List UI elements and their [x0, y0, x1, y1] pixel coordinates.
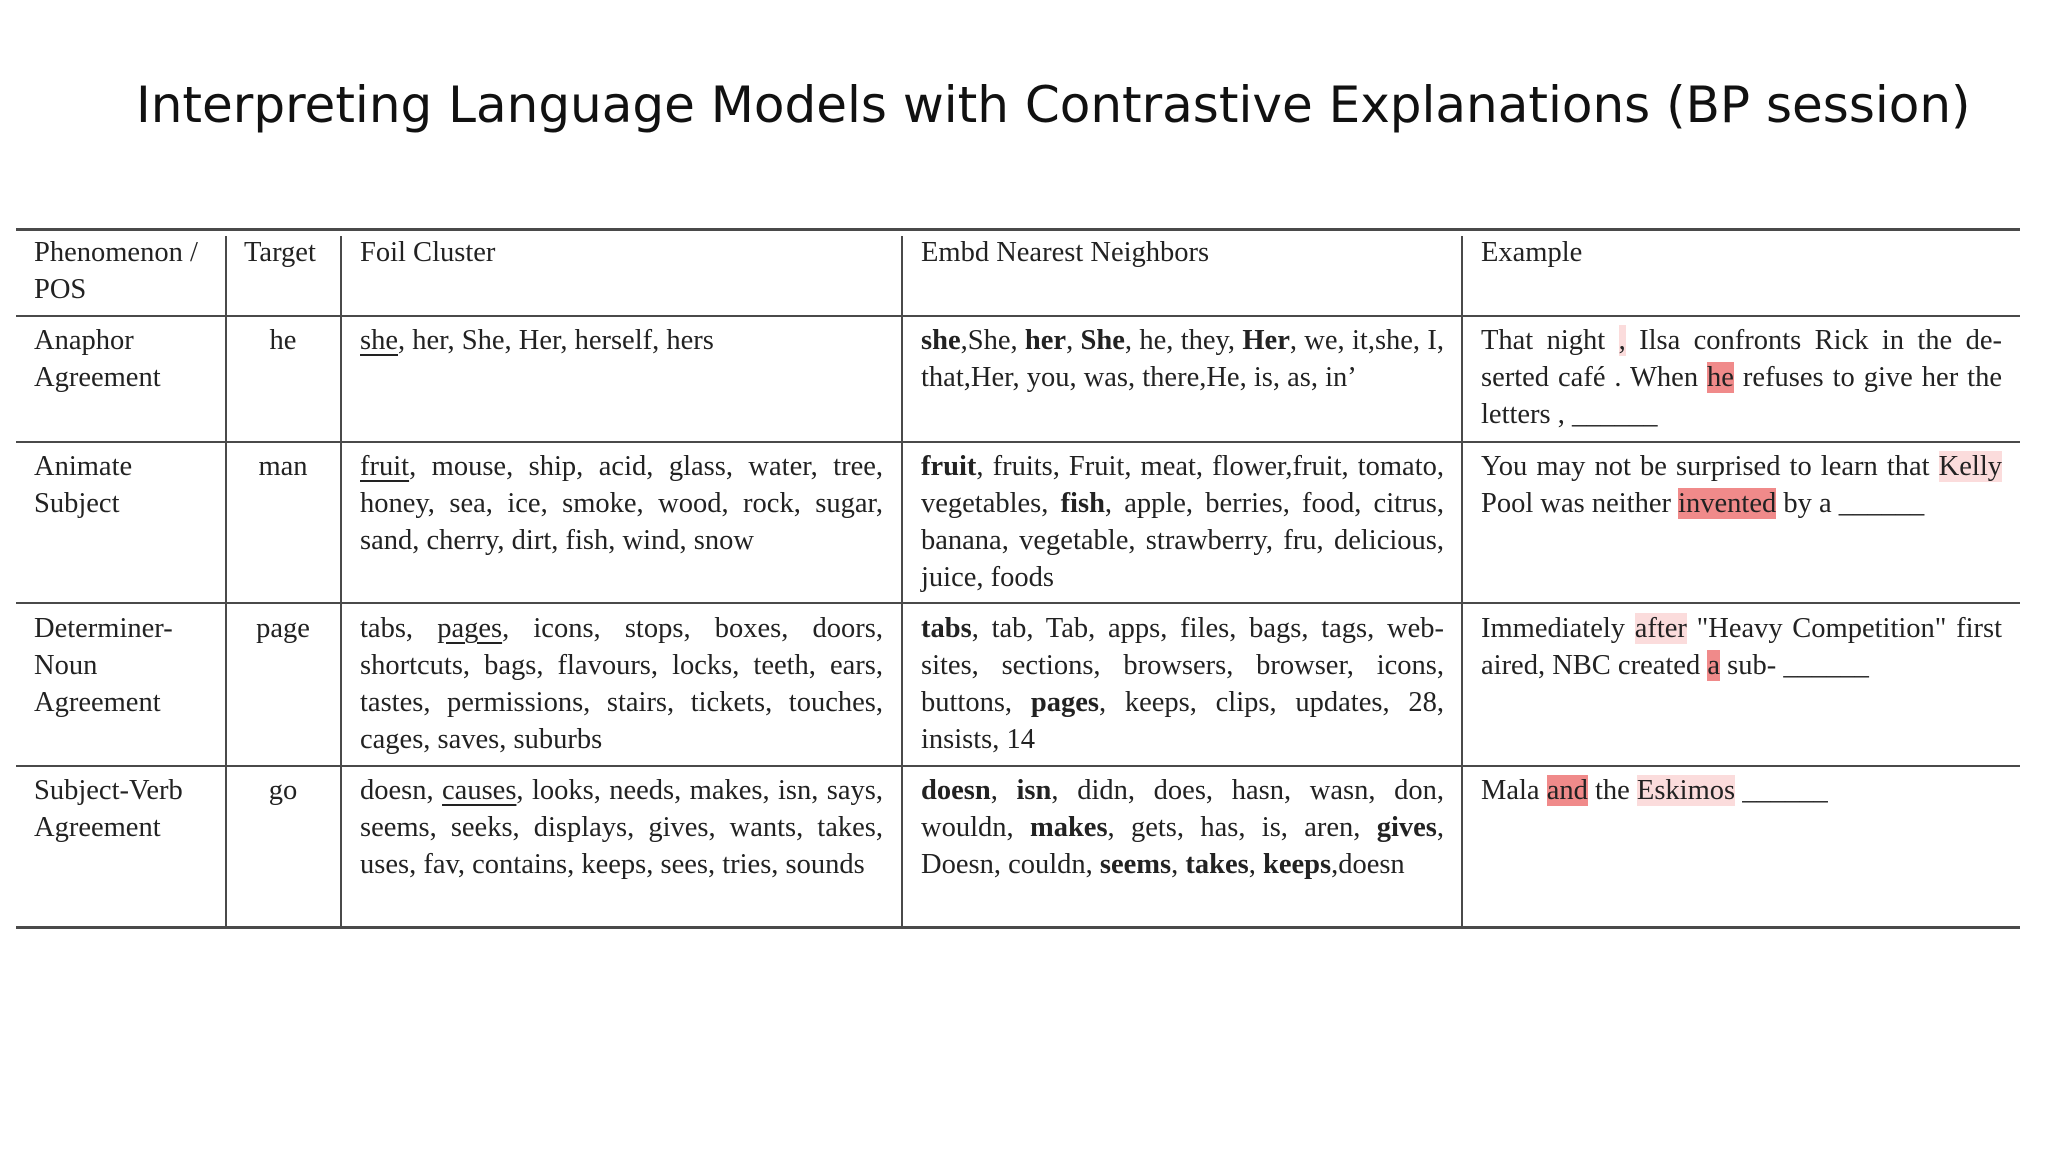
header-example: Example	[1481, 237, 1583, 268]
foil-rest: , icons, stops, boxes, doors, shortcuts, bags, flavours, locks, teeth, ears, tastes, permissions, stairs, tickets, touches, cages, saves, suburbs	[360, 613, 883, 755]
neighbors-cell	[921, 610, 1444, 758]
foil-cell	[360, 322, 883, 359]
bold-token: she	[921, 325, 961, 356]
row-rule	[16, 441, 2020, 443]
foil-underlined: pages	[437, 613, 503, 644]
foil-cell	[360, 772, 883, 883]
header-phenomenon: Phenomenon / POS	[34, 237, 198, 305]
foil-cell	[360, 610, 883, 758]
text-segment: , he, they,	[1124, 325, 1243, 356]
bold-token: isn	[1016, 775, 1052, 806]
results-table	[16, 228, 2020, 930]
foil-rest: , mouse, ship, acid, glass, water, tree, honey, sea, ice, smoke, wood, rock, sugar, sand, cherry, dirt, fish, wind, snow	[360, 451, 883, 556]
row-rule	[16, 602, 2020, 604]
bold-token: Her	[1242, 325, 1290, 356]
table-top-rule	[16, 228, 2020, 231]
column-rule	[1461, 236, 1463, 926]
text-segment: sub- ______	[1719, 650, 1869, 681]
text-segment: by a ______	[1776, 488, 1925, 519]
example-cell	[1481, 610, 2002, 684]
foil-before: tabs,	[360, 613, 438, 644]
text-segment: , keeps, clips, updates, 28, insists, 14	[921, 687, 1444, 755]
bold-token: keeps	[1262, 849, 1332, 880]
example-cell	[1481, 772, 2002, 809]
text-segment: ,	[990, 775, 1017, 806]
bold-token: She	[1080, 325, 1125, 356]
phenomenon-cell: Animate Subject	[34, 451, 133, 519]
text-segment: ,She,	[960, 325, 1025, 356]
text-segment: , fruits, Fruit, meat, flower,fruit, tomato, vegetables,	[921, 451, 1444, 519]
bold-token: doesn	[921, 775, 991, 806]
text-segment: refuses to give her the letters , ______	[1481, 362, 2002, 430]
header-embd-nearest-neighbors: Embd Nearest Neighbors	[921, 237, 1210, 268]
target-cell: he	[269, 325, 297, 356]
bold-token: gives	[1376, 812, 1437, 843]
target-cell: go	[268, 775, 298, 806]
text-segment: "Heavy Competition" first aired, NBC created	[1481, 613, 2003, 681]
text-segment: ,	[1066, 325, 1081, 356]
column-rule	[340, 236, 342, 926]
bold-token: takes	[1185, 849, 1249, 880]
text-segment: You may not be surprised to learn that	[1481, 451, 1939, 482]
text-segment: , we, it,she, I, that,Her, you, was, there,He, is, as, in’	[921, 325, 1444, 393]
text-segment: , Doesn, couldn,	[921, 812, 1445, 880]
foil-before: doesn,	[360, 775, 443, 806]
highlighted-token: invented	[1678, 488, 1777, 519]
text-segment: Pool was neither	[1481, 488, 1679, 519]
highlighted-token: and	[1546, 775, 1588, 806]
bold-token: makes	[1029, 812, 1108, 843]
foil-rest: , her, She, Her, herself, hers	[398, 325, 714, 356]
bold-token: fruit	[921, 451, 977, 482]
text-segment: , gets, has, is, aren,	[1107, 812, 1377, 843]
phenomenon-cell: Determiner-Noun Agreement	[34, 613, 173, 718]
target-cell: man	[258, 451, 308, 482]
highlighted-token: Kelly	[1938, 451, 2002, 482]
highlighted-token: a	[1707, 650, 1720, 681]
text-segment: , didn, does, hasn, wasn, don, wouldn,	[921, 775, 1444, 843]
foil-underlined: she	[360, 325, 398, 356]
table-bottom-rule	[16, 926, 2020, 929]
bold-token: her	[1024, 325, 1067, 356]
text-segment: the	[1587, 775, 1637, 806]
text-segment: Ilsa confronts Rick in the de- serted café . When	[1481, 325, 2002, 393]
row-rule	[16, 765, 2020, 767]
header-rule	[16, 315, 2020, 317]
text-segment: ______	[1735, 775, 1828, 806]
text-segment: , apple, berries, food, citrus, banana, vegetable, strawberry, fru, delicious, juice, foods	[921, 488, 1444, 593]
example-cell	[1481, 322, 2002, 433]
bold-token: pages	[1030, 687, 1099, 718]
phenomenon-cell: Subject-Verb Agreement	[34, 775, 183, 843]
foil-underlined: fruit	[360, 451, 410, 482]
neighbors-cell	[921, 772, 1444, 883]
text-segment: ,doesn	[1331, 849, 1405, 880]
header-target: Target	[244, 237, 316, 268]
neighbors-cell	[921, 448, 1444, 596]
foil-underlined: causes	[442, 775, 517, 806]
bold-token: tabs	[921, 613, 972, 644]
header-foil-cluster: Foil Cluster	[360, 237, 496, 268]
foil-cell	[360, 448, 883, 559]
text-segment: ,	[1248, 849, 1263, 880]
bold-token: fish	[1060, 488, 1105, 519]
text-segment: That night	[1481, 325, 1619, 356]
foil-rest: , looks, needs, makes, isn, says, seems, seeks, displays, gives, wants, takes, uses, fav, contains, keeps, sees, tries, sounds	[360, 775, 883, 880]
slide-title: Interpreting Language Models with Contrastive Explanations (BP session)	[136, 76, 1971, 134]
column-rule	[901, 236, 903, 926]
column-rule	[225, 236, 227, 926]
text-segment: ,	[1171, 849, 1186, 880]
highlighted-token: Eskimos	[1636, 775, 1736, 806]
neighbors-cell	[921, 322, 1444, 396]
target-cell: page	[256, 613, 310, 644]
text-segment: , tab, Tab, apps, files, bags, tags, web- sites, sections, browsers, browser, icons, buttons,	[921, 613, 1444, 718]
highlighted-token: ,	[1618, 325, 1626, 356]
highlighted-token: after	[1634, 613, 1687, 644]
highlighted-token: he	[1707, 362, 1734, 393]
text-segment: Immediately	[1481, 613, 1635, 644]
phenomenon-cell: Anaphor Agreement	[34, 325, 161, 393]
text-segment: Mala	[1481, 775, 1547, 806]
example-cell	[1481, 448, 2002, 522]
bold-token: seems	[1099, 849, 1172, 880]
